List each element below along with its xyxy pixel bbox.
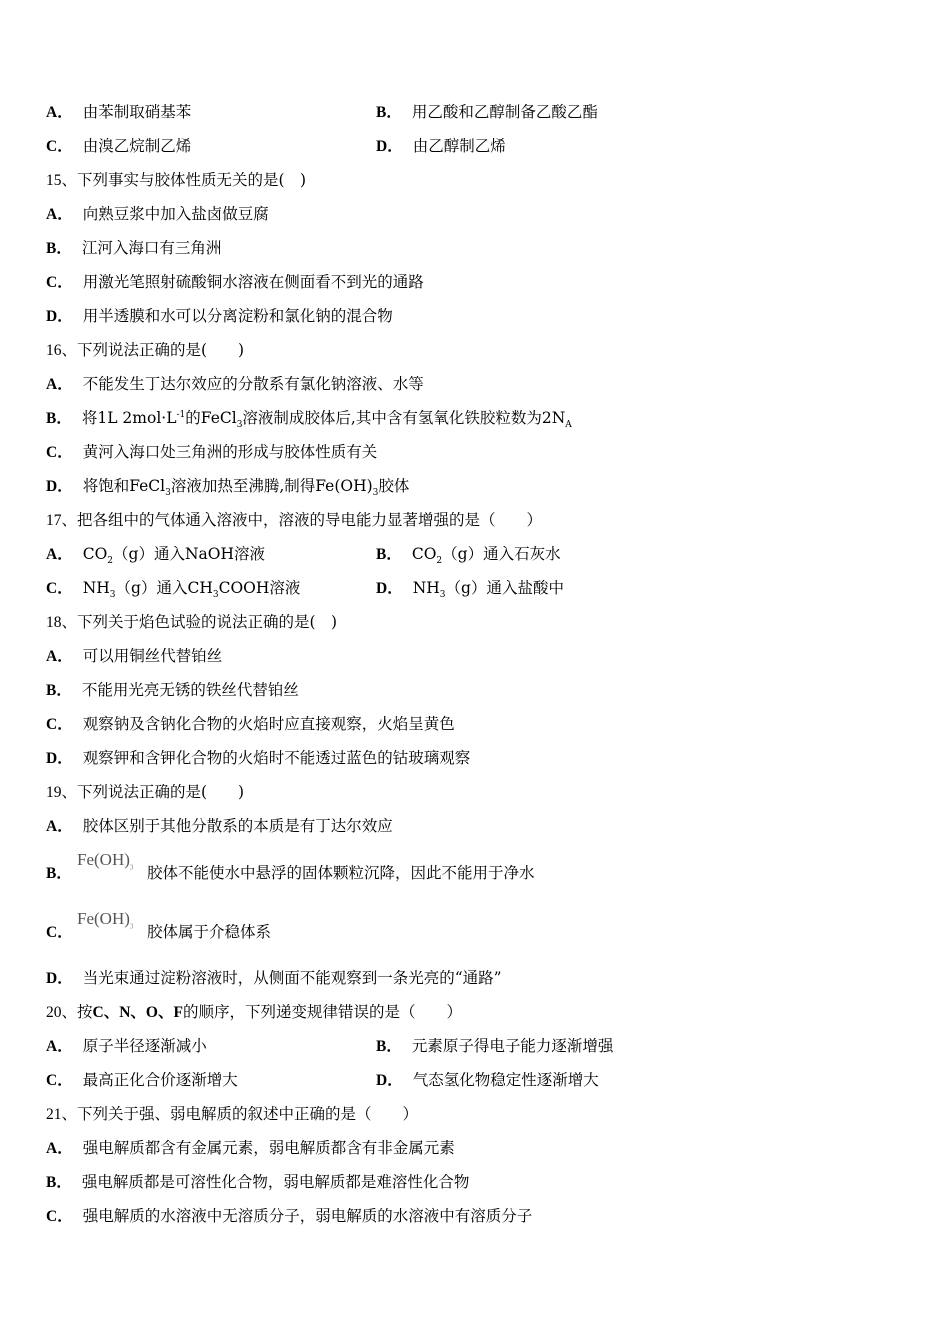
option-label: D． xyxy=(46,970,73,987)
option-label: B． xyxy=(46,682,72,699)
subscript: 2 xyxy=(107,556,114,567)
option-text: （g）通入CH xyxy=(115,579,213,597)
option-text: 不能用光亮无锈的铁丝代替铂丝 xyxy=(81,681,299,699)
question-stem: 、下列关于强、弱电解质的叙述中正确的是（ ） xyxy=(61,1105,419,1123)
fe-oh3-formula xyxy=(77,850,133,870)
q17-option-row-cd xyxy=(46,578,564,601)
q20-stem xyxy=(46,1002,462,1023)
option-text: NH xyxy=(82,579,110,597)
option-label: A． xyxy=(46,1140,73,1157)
q14-option-b: 用乙酸和乙醇制备乙酸乙酯 xyxy=(411,103,598,121)
subscript: 3 xyxy=(372,488,379,499)
question-stem: 的顺序，下列递变规律错误的是（ ） xyxy=(182,1003,462,1021)
option-text: 元素原子得电子能力逐渐增强 xyxy=(411,1037,614,1055)
option-label: A． xyxy=(46,648,73,665)
option-text: 观察钾和含钾化合物的火焰时不能透过蓝色的钴玻璃观察 xyxy=(82,749,471,767)
question-stem: 、把各组中的气体通入溶液中，溶液的导电能力显著增强的是（ ） xyxy=(61,511,543,529)
option-text: 用半透膜和水可以分离淀粉和氯化钠的混合物 xyxy=(82,307,393,325)
option-label: A． xyxy=(46,104,73,121)
q16-option-c xyxy=(46,442,377,463)
option-text: COOH溶液 xyxy=(218,579,301,597)
formula-text: Fe(OH) xyxy=(77,850,130,869)
option-label: B． xyxy=(46,865,72,882)
q16-stem xyxy=(46,340,244,361)
subscript: 3 xyxy=(212,590,219,601)
q16-option-a xyxy=(46,374,424,395)
option-text: 胶体属于介稳体系 xyxy=(147,923,272,941)
q21-option-c xyxy=(46,1206,532,1227)
subscript: 3 xyxy=(165,488,171,499)
option-label: A． xyxy=(46,546,73,563)
q17-option-row-ab xyxy=(46,544,561,567)
option-label: B． xyxy=(46,410,72,427)
q16-option-d xyxy=(46,476,409,497)
option-text: 将1L 2mol·L xyxy=(81,409,177,427)
option-text: 观察钠及含钠化合物的火焰时应直接观察，火焰呈黄色 xyxy=(82,715,455,733)
option-text: （g）通入盐酸中 xyxy=(445,579,564,597)
option-label: D． xyxy=(376,138,403,155)
subscript: 3 xyxy=(236,420,243,431)
option-label: C． xyxy=(46,1072,73,1089)
question-number: 20 xyxy=(46,1004,62,1021)
q15-stem xyxy=(46,170,306,191)
q21-stem xyxy=(46,1104,418,1125)
option-text: 溶液加热至沸腾,制得Fe(OH) xyxy=(170,477,373,495)
option-text: 溶液制成胶体后,其中含有氢氧化铁胶粒数为2N xyxy=(242,409,566,427)
option-label: D． xyxy=(46,308,73,325)
option-text: 用激光笔照射硫酸铜水溶液在侧面看不到光的通路 xyxy=(82,273,424,291)
subscript: 2 xyxy=(436,556,443,567)
option-text: 气态氢化物稳定性逐渐增大 xyxy=(412,1071,599,1089)
option-text: 黄河入海口处三角洲的形成与胶体性质有关 xyxy=(82,443,378,461)
q18-option-d xyxy=(46,748,470,769)
subscript: 3 xyxy=(129,922,134,931)
q14-option-row-ab xyxy=(46,102,598,123)
question-number: 15 xyxy=(46,172,62,189)
q18-option-b xyxy=(46,680,299,701)
option-label: C． xyxy=(46,444,73,461)
question-number: 21 xyxy=(46,1106,62,1123)
question-number: 18 xyxy=(46,614,62,631)
q15-option-d xyxy=(46,306,393,327)
q21-option-a xyxy=(46,1138,455,1159)
q20-option-row-cd xyxy=(46,1070,599,1091)
option-text: 原子半径逐渐减小 xyxy=(82,1037,207,1055)
option-label: B． xyxy=(46,240,72,257)
option-text: 强电解质都含有金属元素，弱电解质都含有非金属元素 xyxy=(82,1139,455,1157)
option-label: A． xyxy=(46,206,73,223)
option-text: （g）通入NaOH溶液 xyxy=(113,545,265,563)
subscript: 3 xyxy=(439,590,446,601)
q19-option-a xyxy=(46,816,393,837)
option-label: D． xyxy=(46,750,73,767)
option-label: B． xyxy=(376,104,402,121)
option-text: （g）通入石灰水 xyxy=(442,545,561,563)
option-text: 不能发生丁达尔效应的分散系有氯化钠溶液、水等 xyxy=(82,375,424,393)
question-number: 16 xyxy=(46,342,62,359)
q14-option-a: 由苯制取硝基苯 xyxy=(82,103,192,121)
option-label: B． xyxy=(376,546,402,563)
question-stem: 、下列说法正确的是( ) xyxy=(61,783,245,801)
q17-stem xyxy=(46,510,542,531)
q15-option-c xyxy=(46,272,424,293)
option-label: B． xyxy=(46,1174,72,1191)
option-label: C． xyxy=(46,274,73,291)
option-label: A． xyxy=(46,376,73,393)
option-text: 强电解质的水溶液中无溶质分子，弱电解质的水溶液中有溶质分子 xyxy=(82,1207,533,1225)
question-number: 19 xyxy=(46,784,62,801)
question-stem: 、下列事实与胶体性质无关的是( ) xyxy=(61,171,307,189)
option-text: 强电解质都是可溶性化合物，弱电解质都是难溶性化合物 xyxy=(81,1173,470,1191)
question-number: 17 xyxy=(46,512,62,529)
question-stem: 、下列说法正确的是( ) xyxy=(61,341,245,359)
q20-option-row-ab xyxy=(46,1036,614,1057)
formula-text: Fe(OH) xyxy=(77,909,130,928)
q16-option-b xyxy=(46,408,572,429)
option-label: D． xyxy=(376,1072,403,1089)
subscript: A xyxy=(565,420,572,431)
element-sequence: C、N、O、F xyxy=(92,1004,183,1021)
option-text: 江河入海口有三角洲 xyxy=(81,239,222,257)
option-label: D． xyxy=(46,478,73,495)
option-text: 最高正化合价逐渐增大 xyxy=(82,1071,238,1089)
option-label: C． xyxy=(46,1208,73,1225)
option-text: CO xyxy=(82,545,108,563)
option-text: 胶体不能使水中悬浮的固体颗粒沉降，因此不能用于净水 xyxy=(147,864,535,882)
option-label: C． xyxy=(46,716,73,733)
option-label: D． xyxy=(376,580,403,597)
q18-option-a xyxy=(46,646,222,667)
q19-option-c-text xyxy=(147,922,271,942)
option-text: 当光束通过淀粉溶液时，从侧面不能观察到一条光亮的“通路” xyxy=(82,969,502,987)
option-label: C． xyxy=(46,138,73,155)
q21-option-b xyxy=(46,1172,469,1193)
option-label: A． xyxy=(46,1038,73,1055)
option-text: 胶体 xyxy=(378,477,410,495)
q19-option-b-text xyxy=(147,863,535,883)
option-label: C． xyxy=(46,924,73,941)
q14-option-row-cd xyxy=(46,136,506,157)
q19-stem xyxy=(46,782,244,803)
question-stem: 、按 xyxy=(61,1003,93,1021)
q14-option-c: 由溴乙烷制乙烯 xyxy=(82,137,192,155)
q14-option-d: 由乙醇制乙烯 xyxy=(412,137,506,155)
q15-option-a xyxy=(46,204,269,225)
option-text: NH xyxy=(412,579,440,597)
fe-oh3-formula xyxy=(77,909,133,929)
q18-stem xyxy=(46,612,337,633)
option-label: B． xyxy=(376,1038,402,1055)
superscript: -1 xyxy=(176,409,186,420)
subscript: 3 xyxy=(109,590,116,601)
option-text: 可以用铜丝代替铂丝 xyxy=(82,647,223,665)
q19-option-d xyxy=(46,968,502,989)
q18-option-c xyxy=(46,714,455,735)
option-text: 胶体区别于其他分散系的本质是有丁达尔效应 xyxy=(82,817,393,835)
option-text: 向熟豆浆中加入盐卤做豆腐 xyxy=(82,205,269,223)
option-text: 的FeCl xyxy=(185,409,237,427)
option-text: CO xyxy=(411,545,437,563)
question-stem: 、下列关于焰色试验的说法正确的是( ) xyxy=(61,613,338,631)
subscript: 3 xyxy=(129,863,134,872)
option-label: C． xyxy=(46,580,73,597)
option-label: A． xyxy=(46,818,73,835)
option-text: 将饱和FeCl xyxy=(82,477,166,495)
q15-option-b xyxy=(46,238,221,259)
